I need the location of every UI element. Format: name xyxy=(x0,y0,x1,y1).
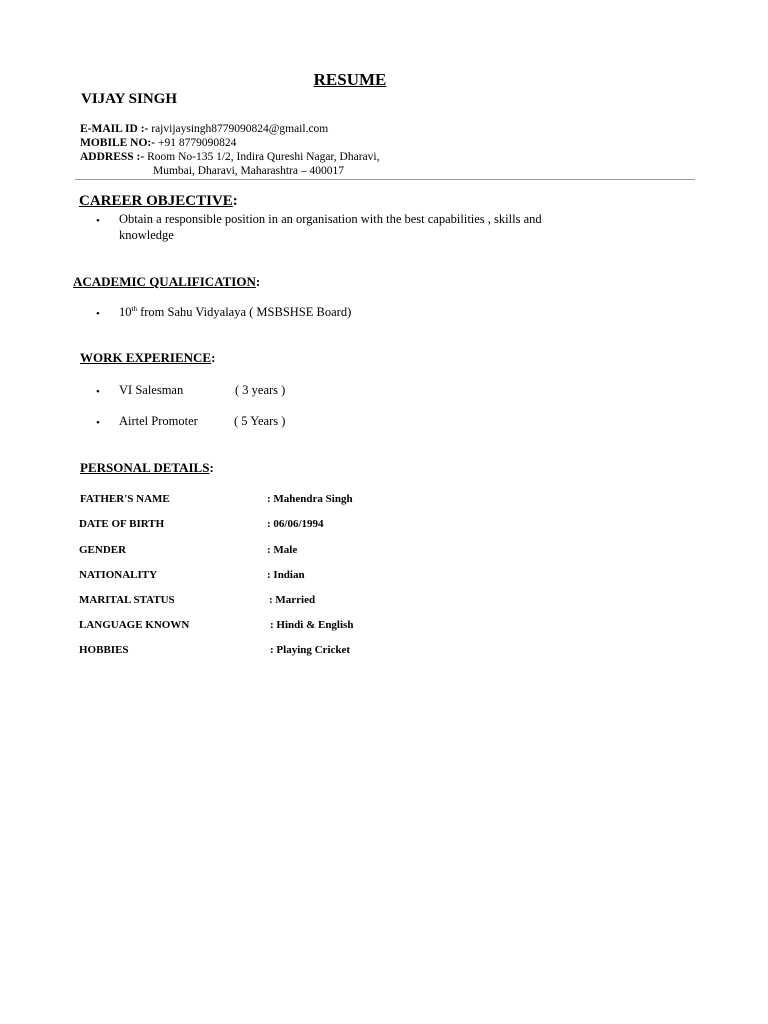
work-experience-heading-text: WORK EXPERIENCE xyxy=(80,350,212,365)
academic-heading-text: ACADEMIC QUALIFICATION xyxy=(73,274,256,289)
email-value: rajvijaysingh8779090824@gmail.com xyxy=(151,123,329,135)
address-line xyxy=(80,150,379,164)
academic-item-text: from Sahu Vidyalaya ( MSBSHSE Board) xyxy=(136,305,352,319)
mobile-line xyxy=(80,136,236,150)
hobbies-label: HOBBIES xyxy=(79,644,129,656)
mobile-value: +91 8779090824 xyxy=(157,137,237,149)
gender-value: : Male xyxy=(267,544,298,556)
work-experience-colon: : xyxy=(211,350,216,365)
academic-item xyxy=(119,305,351,320)
fathers-name-value: : Mahendra Singh xyxy=(267,493,353,505)
academic-item-num: 10 xyxy=(119,305,132,319)
work-item-role-2: Airtel Promoter xyxy=(119,414,198,428)
header-divider xyxy=(75,179,695,180)
career-objective-line-1: Obtain a responsible position in an organisation with the best capabilities , skills and xyxy=(119,212,542,226)
work-bullet-2: • xyxy=(96,417,100,429)
marital-status-label: MARITAL STATUS xyxy=(79,594,175,606)
work-item-duration-2: ( 5 Years ) xyxy=(234,414,286,428)
gender-label: GENDER xyxy=(79,544,127,556)
email-line xyxy=(80,122,328,136)
candidate-name: VIJAY SINGH xyxy=(81,91,177,107)
resume-title: RESUME xyxy=(313,70,387,89)
academic-item-sup: th xyxy=(131,304,137,313)
career-bullet: • xyxy=(96,215,100,227)
language-known-label: LANGUAGE KNOWN xyxy=(79,619,190,631)
nationality-value: : Indian xyxy=(267,569,305,581)
date-of-birth-label: DATE OF BIRTH xyxy=(79,518,165,530)
academic-heading xyxy=(73,274,260,290)
email-label: E-MAIL ID :- xyxy=(80,123,149,135)
work-experience-heading xyxy=(80,350,215,366)
hobbies-value: : Playing Cricket xyxy=(270,644,351,656)
address-line-1: Room No-135 1/2, Indira Qureshi Nagar, Dharavi, xyxy=(147,151,380,163)
date-of-birth-value: : 06/06/1994 xyxy=(267,518,324,530)
career-objective-line-2: knowledge xyxy=(119,228,174,242)
personal-details-colon: : xyxy=(209,460,214,475)
career-objective-colon: : xyxy=(232,193,238,209)
academic-colon: : xyxy=(255,274,261,289)
nationality-label: NATIONALITY xyxy=(79,569,158,581)
career-objective-heading-text: CAREER OBJECTIVE xyxy=(79,193,233,209)
mobile-label: MOBILE NO:- xyxy=(80,137,156,149)
address-line-2: Mumbai, Dharavi, Maharashtra – 400017 xyxy=(153,165,344,177)
academic-bullet: • xyxy=(96,308,100,320)
work-item-duration-1: ( 3 years ) xyxy=(235,383,286,397)
work-item-role-1: VI Salesman xyxy=(119,383,184,397)
personal-details-heading-text: PERSONAL DETAILS xyxy=(80,460,210,475)
work-bullet-1: • xyxy=(96,386,100,398)
fathers-name-label: FATHER'S NAME xyxy=(80,493,170,505)
personal-details-heading xyxy=(80,460,214,476)
language-known-value: : Hindi & English xyxy=(270,619,354,631)
marital-status-value: : Married xyxy=(269,594,316,606)
career-objective-heading xyxy=(79,193,238,210)
address-label: ADDRESS :- xyxy=(80,151,145,163)
